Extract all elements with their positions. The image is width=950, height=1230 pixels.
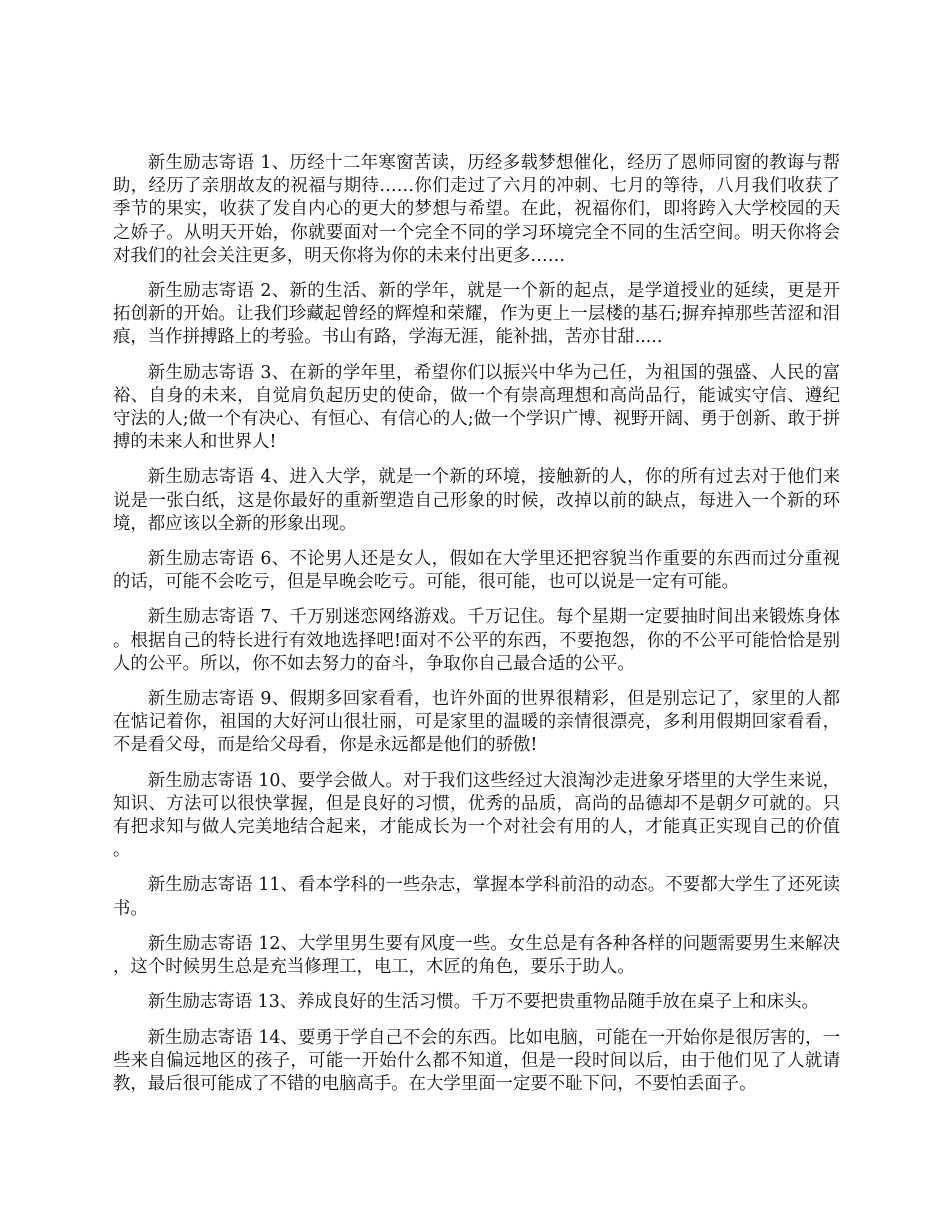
paragraph-11: 新生励志寄语 11、看本学科的一些杂志，掌握本学科前沿的动态。不要都大学生了还死读书。: [113, 875, 840, 919]
paragraph-14: 新生励志寄语 14、要勇于学自己不会的东西。比如电脑，可能在一开始你是很厉害的，一些来自偏远地区的孩子，可能一开始什么都不知道，但是一段时间以后，由于他们见了人就请教，最后很可能成了不错的电脑高手。在大学里面一定要不耻下问，不要怕丢面子。: [113, 1027, 840, 1094]
paragraph-3: 新生励志寄语 3、在新的学年里，希望你们以振兴中华为己任，为祖国的强盛、人民的富裕、自身的未来，自觉肩负起历史的使命，做一个有崇高理想和高尚品行，能诚实守信、遵纪守法的人;做一个有决心、有恒心、有信心的人;做一个学识广博、视野开阔、勇于创新、敢于拼搏的未来人和世界人!: [113, 362, 840, 453]
document-page: [113, 152, 840, 1108]
paragraph-7: 新生励志寄语 7、千万别迷恋网络游戏。千万记住。每个星期一定要抽时间出来锻炼身体。根据自己的特长进行有效地选择吧!面对不公平的东西，不要抱怨，你的不公平可能恰恰是别人的公平。所以，你不如去努力的奋斗，争取你自己最合适的公平。: [113, 607, 840, 674]
paragraph-1: 新生励志寄语 1、历经十二年寒窗苦读，历经多载梦想催化，经历了恩师同窗的教诲与帮助，经历了亲朋故友的祝福与期待……你们走过了六月的冲刺、七月的等待，八月我们收获了季节的果实，收获了发自内心的更大的梦想与希望。在此，祝福你们，即将跨入大学校园的天之娇子。从明天开始，你就要面对一个完全不同的学习环境完全不同的生活空间。明天你将会对我们的社会关注更多，明天你将为你的未来付出更多……: [113, 153, 840, 266]
paragraph-6: 新生励志寄语 6、不论男人还是女人，假如在大学里还把容貌当作重要的东西而过分重视的话，可能不会吃亏，但是早晚会吃亏。可能，很可能，也可以说是一定有可能。: [113, 549, 840, 593]
paragraph-2: 新生励志寄语 2、新的生活、新的学年，就是一个新的起点，是学道授业的延续，更是开拓创新的开始。让我们珍藏起曾经的辉煌和荣耀，作为更上一层楼的基石;摒弃掉那些苦涩和泪痕，当作拼搏路上的考验。书山有路，学海无涯，能补拙，苦亦甘甜.....: [113, 281, 840, 348]
paragraph-13: 新生励志寄语 13、养成良好的生活习惯。千万不要把贵重物品随手放在桌子上和床头。: [147, 992, 819, 1013]
paragraph-4: 新生励志寄语 4、进入大学，就是一个新的环境，接触新的人，你的所有过去对于他们来说是一张白纸，这是你最好的重新塑造自己形象的时候，改掉以前的缺点，每进入一个新的环境，都应该以全新的形象出现。: [113, 467, 840, 534]
paragraph-12: 新生励志寄语 12、大学里男生要有风度一些。女生总是有各种各样的问题需要男生来解决，这个时候男生总是充当修理工，电工，木匠的角色，要乐于助人。: [113, 933, 840, 978]
paragraph-10: 新生励志寄语 10、要学会做人。对于我们这些经过大浪淘沙走进象牙塔里的大学生来说，知识、方法可以很快掌握，但是良好的习惯，优秀的品质，高尚的品德却不是朝夕可就的。只有把求知与做人完美地结合起来，才能成长为一个对社会有用的人，才能真正实现自己的价值。: [113, 770, 840, 861]
paragraph-9: 新生励志寄语 9、假期多回家看看，也许外面的世界很精彩，但是别忘记了，家里的人都在惦记着你，祖国的大好河山很壮丽，可是家里的温暖的亲情很漂亮，多利用假期回家看看，不是看父母，而是给父母看，你是永远都是他们的骄傲!: [113, 689, 840, 756]
